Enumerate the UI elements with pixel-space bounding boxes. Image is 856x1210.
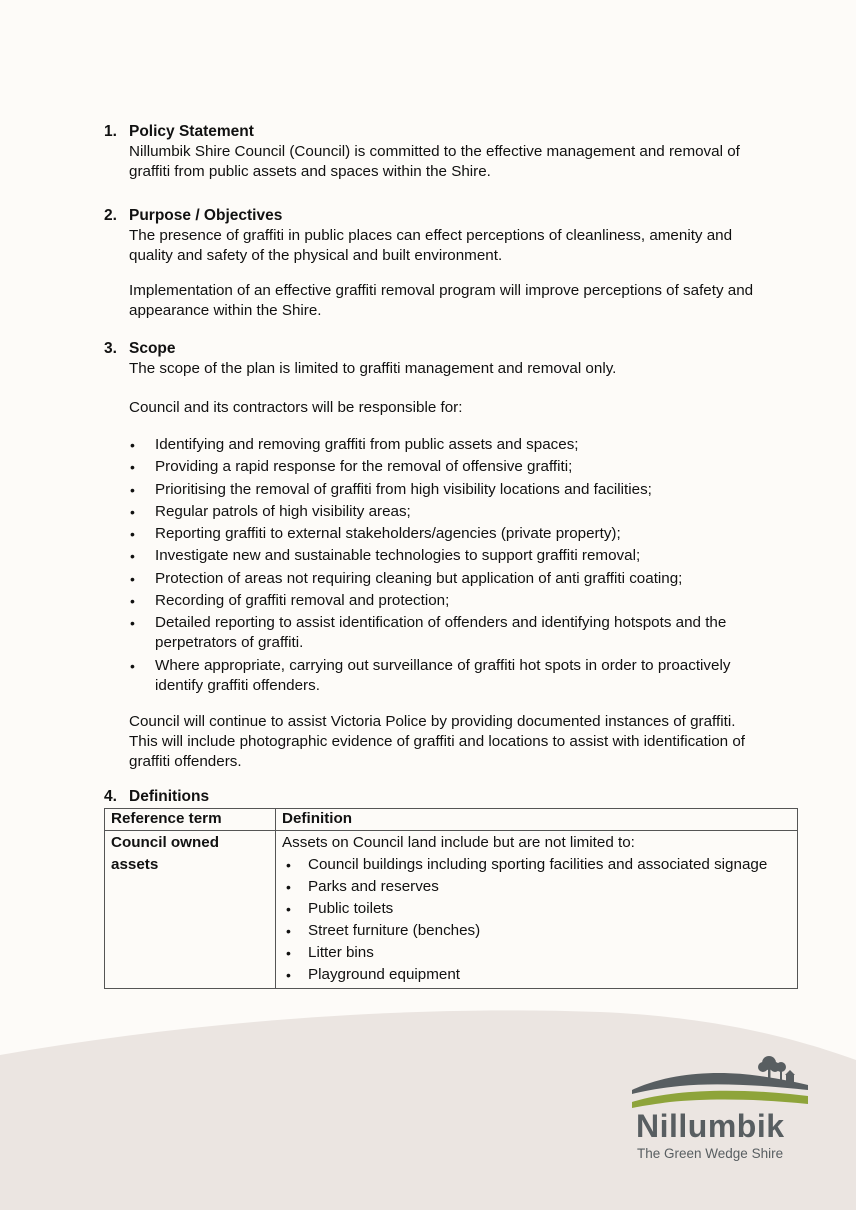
list-item: • Protection of areas not requiring cleaning but application of anti graffiti coating; xyxy=(129,569,764,589)
section-heading xyxy=(104,122,764,142)
table-row xyxy=(105,831,798,989)
definition-cell xyxy=(276,831,798,989)
paragraph: Council and its contractors will be responsible for: xyxy=(129,399,463,416)
section-number: 1. xyxy=(104,123,117,140)
logo-name: Nillumbik xyxy=(636,1108,785,1144)
list-item: • Investigate new and sustainable technologies to support graffiti removal; xyxy=(129,546,764,566)
section-title: Scope xyxy=(129,340,176,357)
paragraph: Implementation of an effective graffiti removal program will improve perceptions of safety and appearance within the Shire. xyxy=(129,282,754,319)
list-item: • Public toilets xyxy=(282,898,791,920)
section-number: 4. xyxy=(104,788,117,805)
list-item: • Litter bins xyxy=(282,942,791,964)
paragraph: Council will continue to assist Victoria Police by providing documented instances of graffiti. This will include photographic evidence of graffiti and locations to assist with identification of graffiti offenders. xyxy=(129,712,745,770)
list-item: • Regular patrols of high visibility areas; xyxy=(129,502,764,522)
section-purpose-objectives xyxy=(104,206,764,321)
list-item: • Identifying and removing graffiti from public assets and spaces; xyxy=(129,435,764,455)
section-scope xyxy=(104,339,764,772)
list-item: • Where appropriate, carrying out surveillance of graffiti hot spots in order to proactively identify graffiti offenders. xyxy=(129,656,764,696)
responsibilities-list xyxy=(129,435,764,696)
paragraph: The scope of the plan is limited to graffiti management and removal only. xyxy=(129,360,617,377)
table-header-row xyxy=(105,809,798,831)
list-item: • Detailed reporting to assist identification of offenders and identifying hotspots and the perpetrators of graffiti. xyxy=(129,613,764,653)
assets-list xyxy=(282,854,791,986)
list-item: • Prioritising the removal of graffiti from high visibility locations and facilities; xyxy=(129,480,764,500)
section-policy-statement xyxy=(104,122,764,182)
section-number: 2. xyxy=(104,207,117,224)
list-item: • Reporting graffiti to external stakeholders/agencies (private property); xyxy=(129,524,764,544)
definitions-table xyxy=(104,808,798,989)
section-heading xyxy=(104,339,764,359)
list-item: • Street furniture (benches) xyxy=(282,920,791,942)
section-title: Purpose / Objectives xyxy=(129,207,283,224)
section-title: Policy Statement xyxy=(129,123,254,140)
list-item: • Providing a rapid response for the removal of offensive graffiti; xyxy=(129,457,764,477)
section-definitions xyxy=(104,787,764,807)
section-heading xyxy=(104,206,764,226)
section-heading xyxy=(104,787,764,807)
section-title: Definitions xyxy=(129,788,210,805)
paragraph: The presence of graffiti in public places can effect perceptions of cleanliness, amenity and quality and safety of the physical and built environment. xyxy=(129,227,733,264)
list-item: • Recording of graffiti removal and protection; xyxy=(129,591,764,611)
list-item: • Parks and reserves xyxy=(282,876,791,898)
definition-intro: Assets on Council land include but are not limited to: xyxy=(282,834,635,851)
section-number: 3. xyxy=(104,340,117,357)
column-header: Reference term xyxy=(105,809,276,831)
paragraph: Nillumbik Shire Council (Council) is committed to the effective management and removal of graffiti from public assets and spaces within the Shire. xyxy=(129,143,740,180)
logo-tagline: The Green Wedge Shire xyxy=(637,1146,784,1161)
column-header: Definition xyxy=(276,809,798,831)
list-item: • Council buildings including sporting facilities and associated signage xyxy=(282,854,791,876)
reference-term-cell: Council owned assets xyxy=(105,831,276,989)
list-item: • Playground equipment xyxy=(282,964,791,986)
